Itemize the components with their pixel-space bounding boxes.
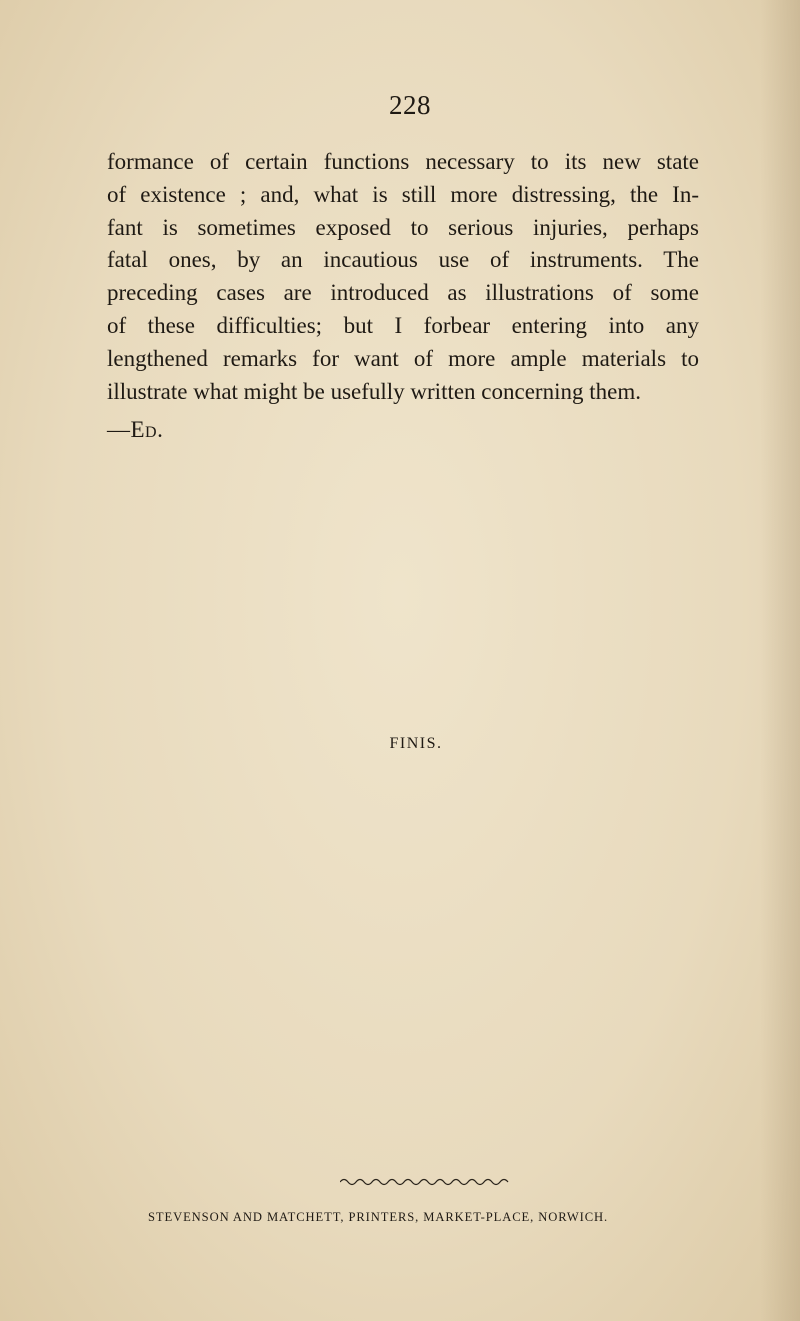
body-line: preceding cases are introduced as illustrations of some [107, 280, 699, 306]
body-line: of existence ; and, what is still more distressing, the In- [107, 181, 699, 207]
wavy-rule-ornament [340, 1177, 510, 1187]
body-line: fatal ones, by an incautious use of instruments. The [107, 247, 699, 273]
body-line: fant is sometimes exposed to serious injuries, perhaps [107, 214, 699, 240]
body-line: lengthened remarks for want of more ample materials to [107, 345, 699, 371]
body-line: formance of certain functions necessary to its new state [107, 149, 699, 174]
body-line: illustrate what might be usefully written concerning them. [107, 378, 641, 404]
body-line: of these difficulties; but I forbear entering into any [107, 312, 699, 338]
page-number: 228 [389, 90, 431, 120]
body-paragraph [107, 146, 699, 408]
printer-imprint: STEVENSON AND MATCHETT, PRINTERS, MARKET-PLACE, NORWICH. [148, 1210, 609, 1224]
page-edge-shadow [760, 0, 800, 1321]
finis-heading: FINIS. [389, 735, 443, 752]
editor-signoff: —Ed. [107, 417, 164, 442]
